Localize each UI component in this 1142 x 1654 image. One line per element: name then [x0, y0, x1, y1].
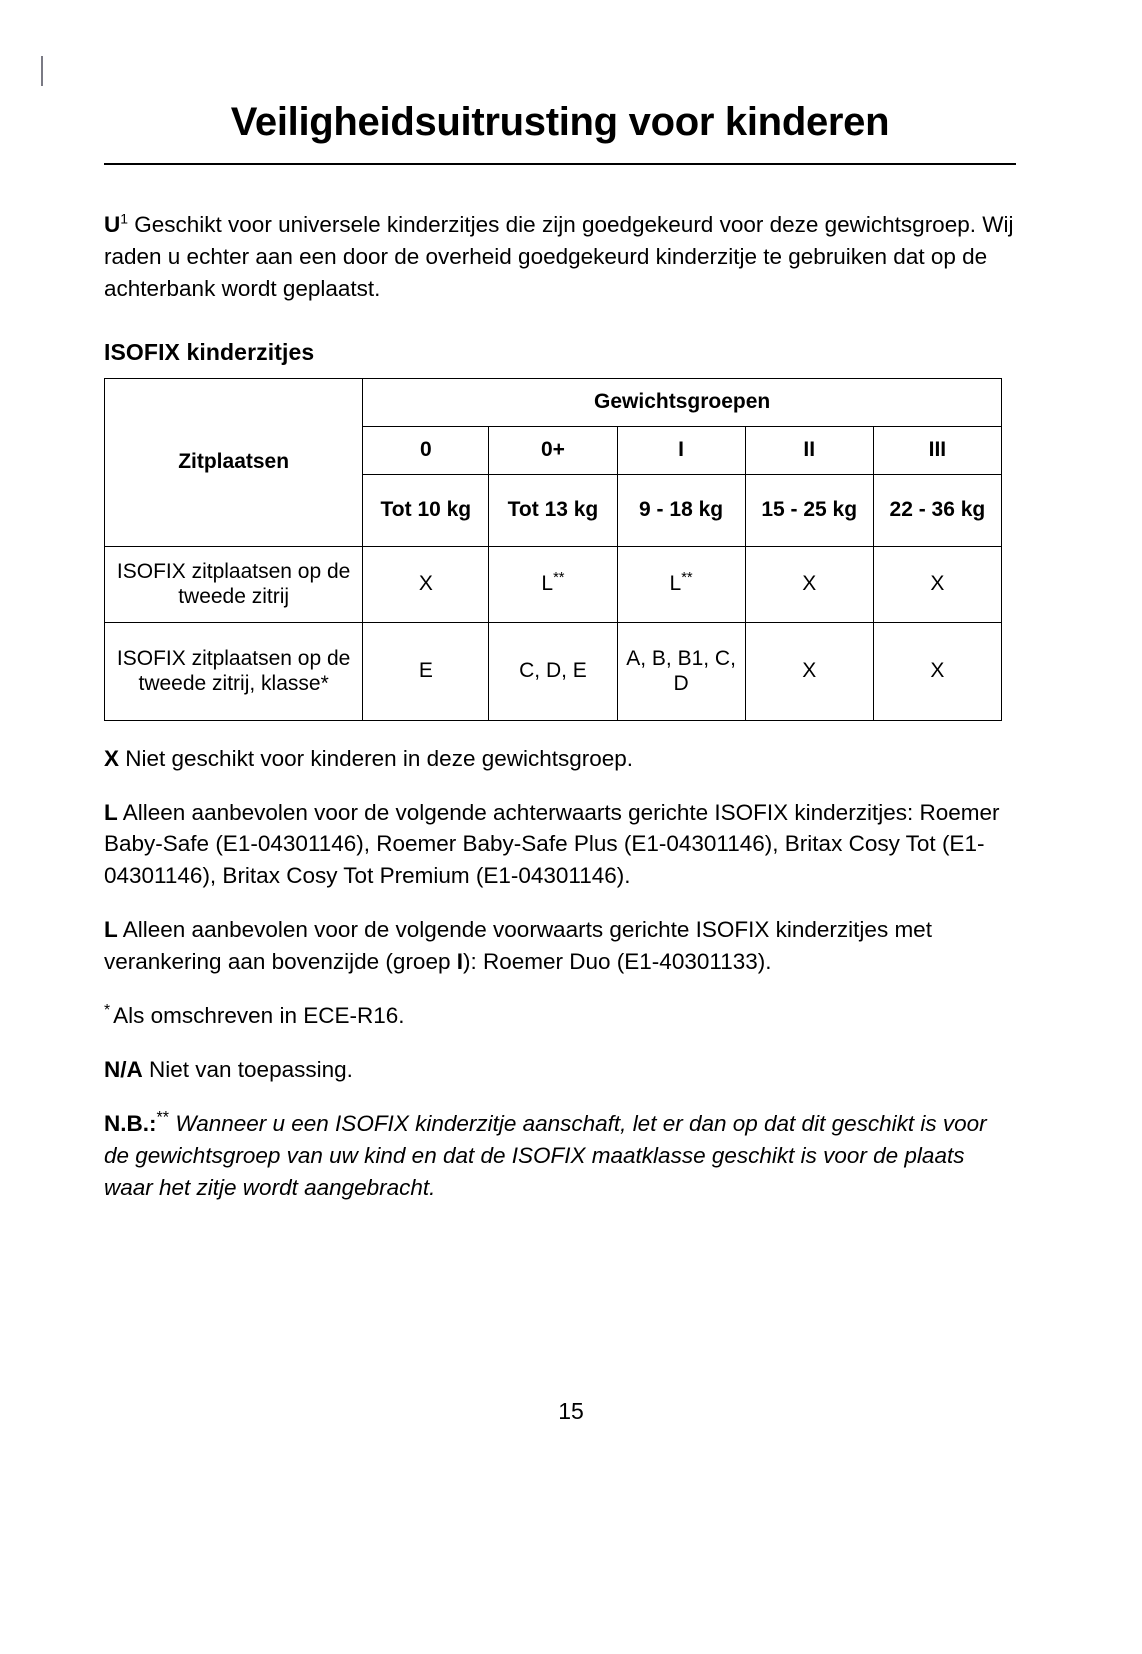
- table-header-weight-0plus: Tot 13 kg: [489, 474, 617, 546]
- intro-lead-superscript: 1: [120, 210, 129, 227]
- legend-l-rearward: [104, 797, 1016, 893]
- page-number: 15: [558, 1398, 584, 1424]
- legend-l-forward-symbol: L: [104, 917, 118, 943]
- isofix-child-seats-table: [104, 378, 1002, 721]
- table-cell-r1-c0: E: [363, 622, 489, 720]
- legend-x: [104, 743, 1016, 775]
- table-cell-r0-c1: [489, 546, 617, 622]
- table-header-row-top: [105, 378, 1002, 426]
- table-header-weight-0: Tot 10 kg: [363, 474, 489, 546]
- legend-l-rearward-symbol: L: [104, 799, 118, 825]
- table-header-group-2: II: [745, 426, 873, 474]
- footnote-asterisk-text: Als omschreven in ECE-R16.: [113, 1003, 405, 1029]
- cell-superscript: **: [553, 570, 565, 587]
- table-header-group-3: III: [873, 426, 1001, 474]
- page-title: Veiligheidsuitrusting voor kinderen: [230, 100, 890, 144]
- legend-x-text: Niet geschikt voor kinderen in deze gewichtsgroep.: [119, 745, 634, 771]
- cell-superscript: **: [681, 570, 693, 587]
- legend-na-symbol: N/A: [104, 1057, 143, 1083]
- legend-l-forward-text-b: ): Roemer Duo (E1-40301133).: [463, 949, 772, 975]
- table-header-group-1: I: [617, 426, 745, 474]
- note-nb-label: N.B.:: [104, 1111, 157, 1137]
- table-cell-r0-c3: X: [745, 546, 873, 622]
- legend-na: [104, 1054, 1016, 1086]
- margin-change-bar: [41, 56, 43, 86]
- note-nb-text: Wanneer u een ISOFIX kinderzitje aanschaft, let er dan op dat dit geschikt is voor de gewichtsgroep van uw kind en dat de ISOFIX maatklasse geschikt is voor de plaats waar het zitje wordt aangebracht.: [104, 1111, 987, 1200]
- cell-value: L: [541, 572, 554, 596]
- table-cell-r0-c0: X: [363, 546, 489, 622]
- table-header-group-0: 0: [363, 426, 489, 474]
- intro-paragraph: [104, 209, 1016, 305]
- table-row: [105, 622, 1002, 720]
- legend-l-forward-text-a: Alleen aanbevolen voor de volgende voorwaarts gerichte ISOFIX kinderzitjes met verankering aan bovenzijde (groep: [104, 917, 932, 975]
- table-header-weight-2: 15 - 25 kg: [745, 474, 873, 546]
- intro-lead-symbol: U: [104, 211, 121, 237]
- legend-l-rearward-text: Alleen aanbevolen voor de volgende achterwaarts gerichte ISOFIX kinderzitjes: Roemer Baby-Safe (E1-04301146), Roemer Baby-Safe Plus (E1-04301146), Britax Cosy Tot (E1-04301146), Britax Cosy Tot Premium (E1-04301146).: [104, 799, 1000, 889]
- table-row-label-second-row: ISOFIX zitplaatsen op de tweede zitrij: [105, 546, 363, 622]
- table-cell-r1-c2: A, B, B1, C, D: [617, 622, 745, 720]
- table-cell-r1-c3: X: [745, 622, 873, 720]
- table-row: [105, 546, 1002, 622]
- footnote-asterisk: [104, 1000, 1016, 1032]
- asterisk-marker: *: [104, 1001, 111, 1019]
- legend-na-text: Niet van toepassing.: [142, 1057, 353, 1083]
- note-nb-superscript: **: [156, 1108, 170, 1127]
- table-header-group-0plus: 0+: [489, 426, 617, 474]
- title-divider: [104, 163, 1016, 165]
- legend-l-forward: [104, 914, 1016, 978]
- legend-x-symbol: X: [104, 745, 120, 771]
- cell-value: L: [669, 572, 682, 596]
- page-content: [104, 100, 1016, 1204]
- intro-text: Geschikt voor universele kinderzitjes die zijn goedgekeurd voor deze gewichtsgroep. Wij raden u echter aan een door de overheid goedgekeurd kinderzitje te gebruiken dat op de achterbank wordt geplaatst.: [104, 211, 1014, 301]
- section-heading-isofix: ISOFIX kinderzitjes: [104, 338, 315, 365]
- table-header-weight-1: 9 - 18 kg: [617, 474, 745, 546]
- note-nb: [104, 1108, 1016, 1204]
- legend-l-forward-group: I: [456, 949, 463, 975]
- table-cell-r1-c4: X: [873, 622, 1001, 720]
- table-cell-r1-c1: C, D, E: [489, 622, 617, 720]
- table-header-weight-groups: Gewichtsgroepen: [363, 378, 1002, 426]
- table-cell-r0-c2: [617, 546, 745, 622]
- table-header-weight-3: 22 - 36 kg: [873, 474, 1001, 546]
- table-header-seats: Zitplaatsen: [105, 378, 363, 546]
- table-cell-r0-c4: X: [873, 546, 1001, 622]
- table-row-label-second-row-class: ISOFIX zitplaatsen op de tweede zitrij, klasse*: [105, 622, 363, 720]
